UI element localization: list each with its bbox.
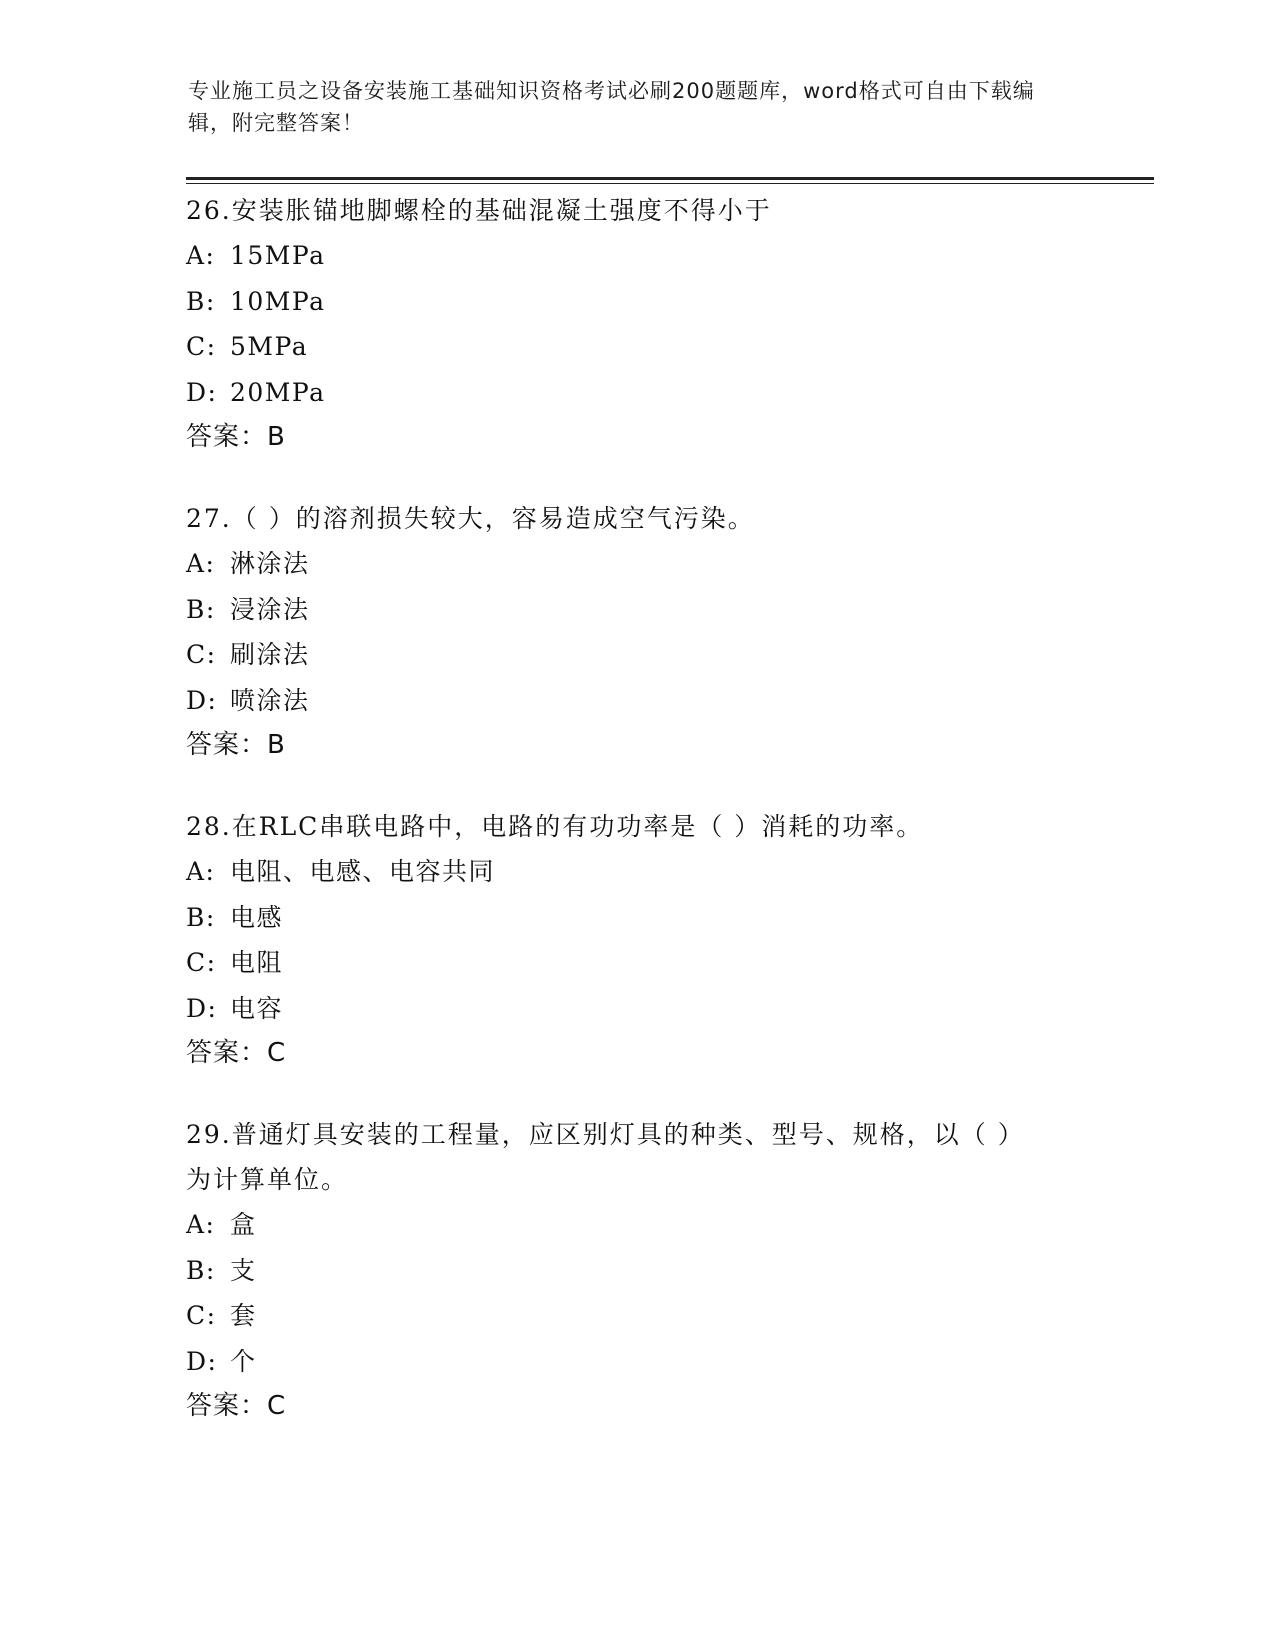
question-29: [186, 1112, 1026, 1429]
option-a: [186, 1202, 1026, 1248]
option-text: 10MPa: [230, 286, 326, 316]
option-c: [186, 632, 1066, 678]
option-letter: C:: [186, 1301, 217, 1330]
option-letter: A:: [186, 241, 216, 270]
option-letter: A:: [186, 1210, 216, 1239]
answer-line: [186, 1031, 1066, 1076]
option-text: 套: [230, 1301, 257, 1330]
option-b: [186, 1248, 1026, 1294]
option-text: 盒: [230, 1210, 257, 1239]
option-d: [186, 1339, 1026, 1385]
option-letter: B:: [186, 1255, 216, 1285]
option-c: [186, 324, 1066, 370]
option-text: 电感: [230, 902, 284, 932]
option-a: [186, 849, 1066, 895]
answer-value: B: [267, 422, 286, 452]
option-text: 15MPa: [230, 241, 326, 270]
answer-value: C: [267, 1038, 287, 1068]
answer-value: B: [267, 730, 286, 760]
option-text: 20MPa: [230, 377, 326, 407]
question-title: 27.（ ）的溶剂损失较大，容易造成空气污染。: [186, 504, 755, 533]
answer-line: [186, 723, 1066, 768]
question-28: [186, 804, 1066, 1076]
answer-line: [186, 415, 1066, 460]
answer-label: 答案：: [186, 1038, 268, 1068]
option-letter: B:: [186, 594, 216, 624]
header-divider-thin: [186, 183, 1154, 184]
option-text: 电容: [230, 993, 284, 1023]
option-text: 喷涂法: [230, 685, 310, 715]
option-d: [186, 678, 1066, 724]
option-letter: D:: [186, 1346, 218, 1376]
option-text: 5MPa: [230, 332, 309, 361]
option-b: [186, 587, 1066, 633]
option-text: 电阻: [230, 948, 284, 977]
option-a: [186, 233, 1066, 279]
option-text: 浸涂法: [230, 594, 310, 624]
option-text: 淋涂法: [230, 549, 310, 578]
option-letter: D:: [186, 377, 218, 407]
option-letter: A:: [186, 549, 216, 578]
option-d: [186, 986, 1066, 1032]
answer-value: C: [267, 1391, 287, 1421]
option-text: 个: [230, 1346, 257, 1376]
option-letter: C:: [186, 332, 217, 361]
question-title: 29.普通灯具安装的工程量，应区别灯具的种类、型号、规格，以（ ）为计算单位。: [186, 1120, 1025, 1194]
question-title: 28.在RLC串联电路中，电路的有功功率是（ ）消耗的功率。: [186, 812, 924, 841]
answer-label: 答案：: [186, 730, 268, 760]
question-26: [186, 188, 1066, 460]
option-c: [186, 1293, 1026, 1339]
option-letter: B:: [186, 286, 216, 316]
document-header: 专业施工员之设备安装施工基础知识资格考试必刷200题题库，word格式可自由下载编辑，附完整答案！: [188, 79, 1035, 135]
option-letter: C:: [186, 948, 217, 977]
option-letter: B:: [186, 902, 216, 932]
option-c: [186, 940, 1066, 986]
answer-line: [186, 1384, 1026, 1429]
header-divider-thick: [186, 177, 1154, 180]
question-27: [186, 496, 1066, 768]
question-title: 26.安装胀锚地脚螺栓的基础混凝土强度不得小于: [186, 196, 772, 225]
option-a: [186, 541, 1066, 587]
option-b: [186, 279, 1066, 325]
option-b: [186, 895, 1066, 941]
answer-label: 答案：: [186, 1391, 268, 1421]
option-letter: C:: [186, 640, 217, 669]
option-text: 支: [230, 1255, 257, 1285]
option-letter: D:: [186, 685, 218, 715]
option-letter: D:: [186, 993, 218, 1023]
option-d: [186, 370, 1066, 416]
option-letter: A:: [186, 857, 216, 886]
option-text: 电阻、电感、电容共同: [230, 857, 496, 886]
option-text: 刷涂法: [230, 640, 310, 669]
answer-label: 答案：: [186, 422, 268, 452]
